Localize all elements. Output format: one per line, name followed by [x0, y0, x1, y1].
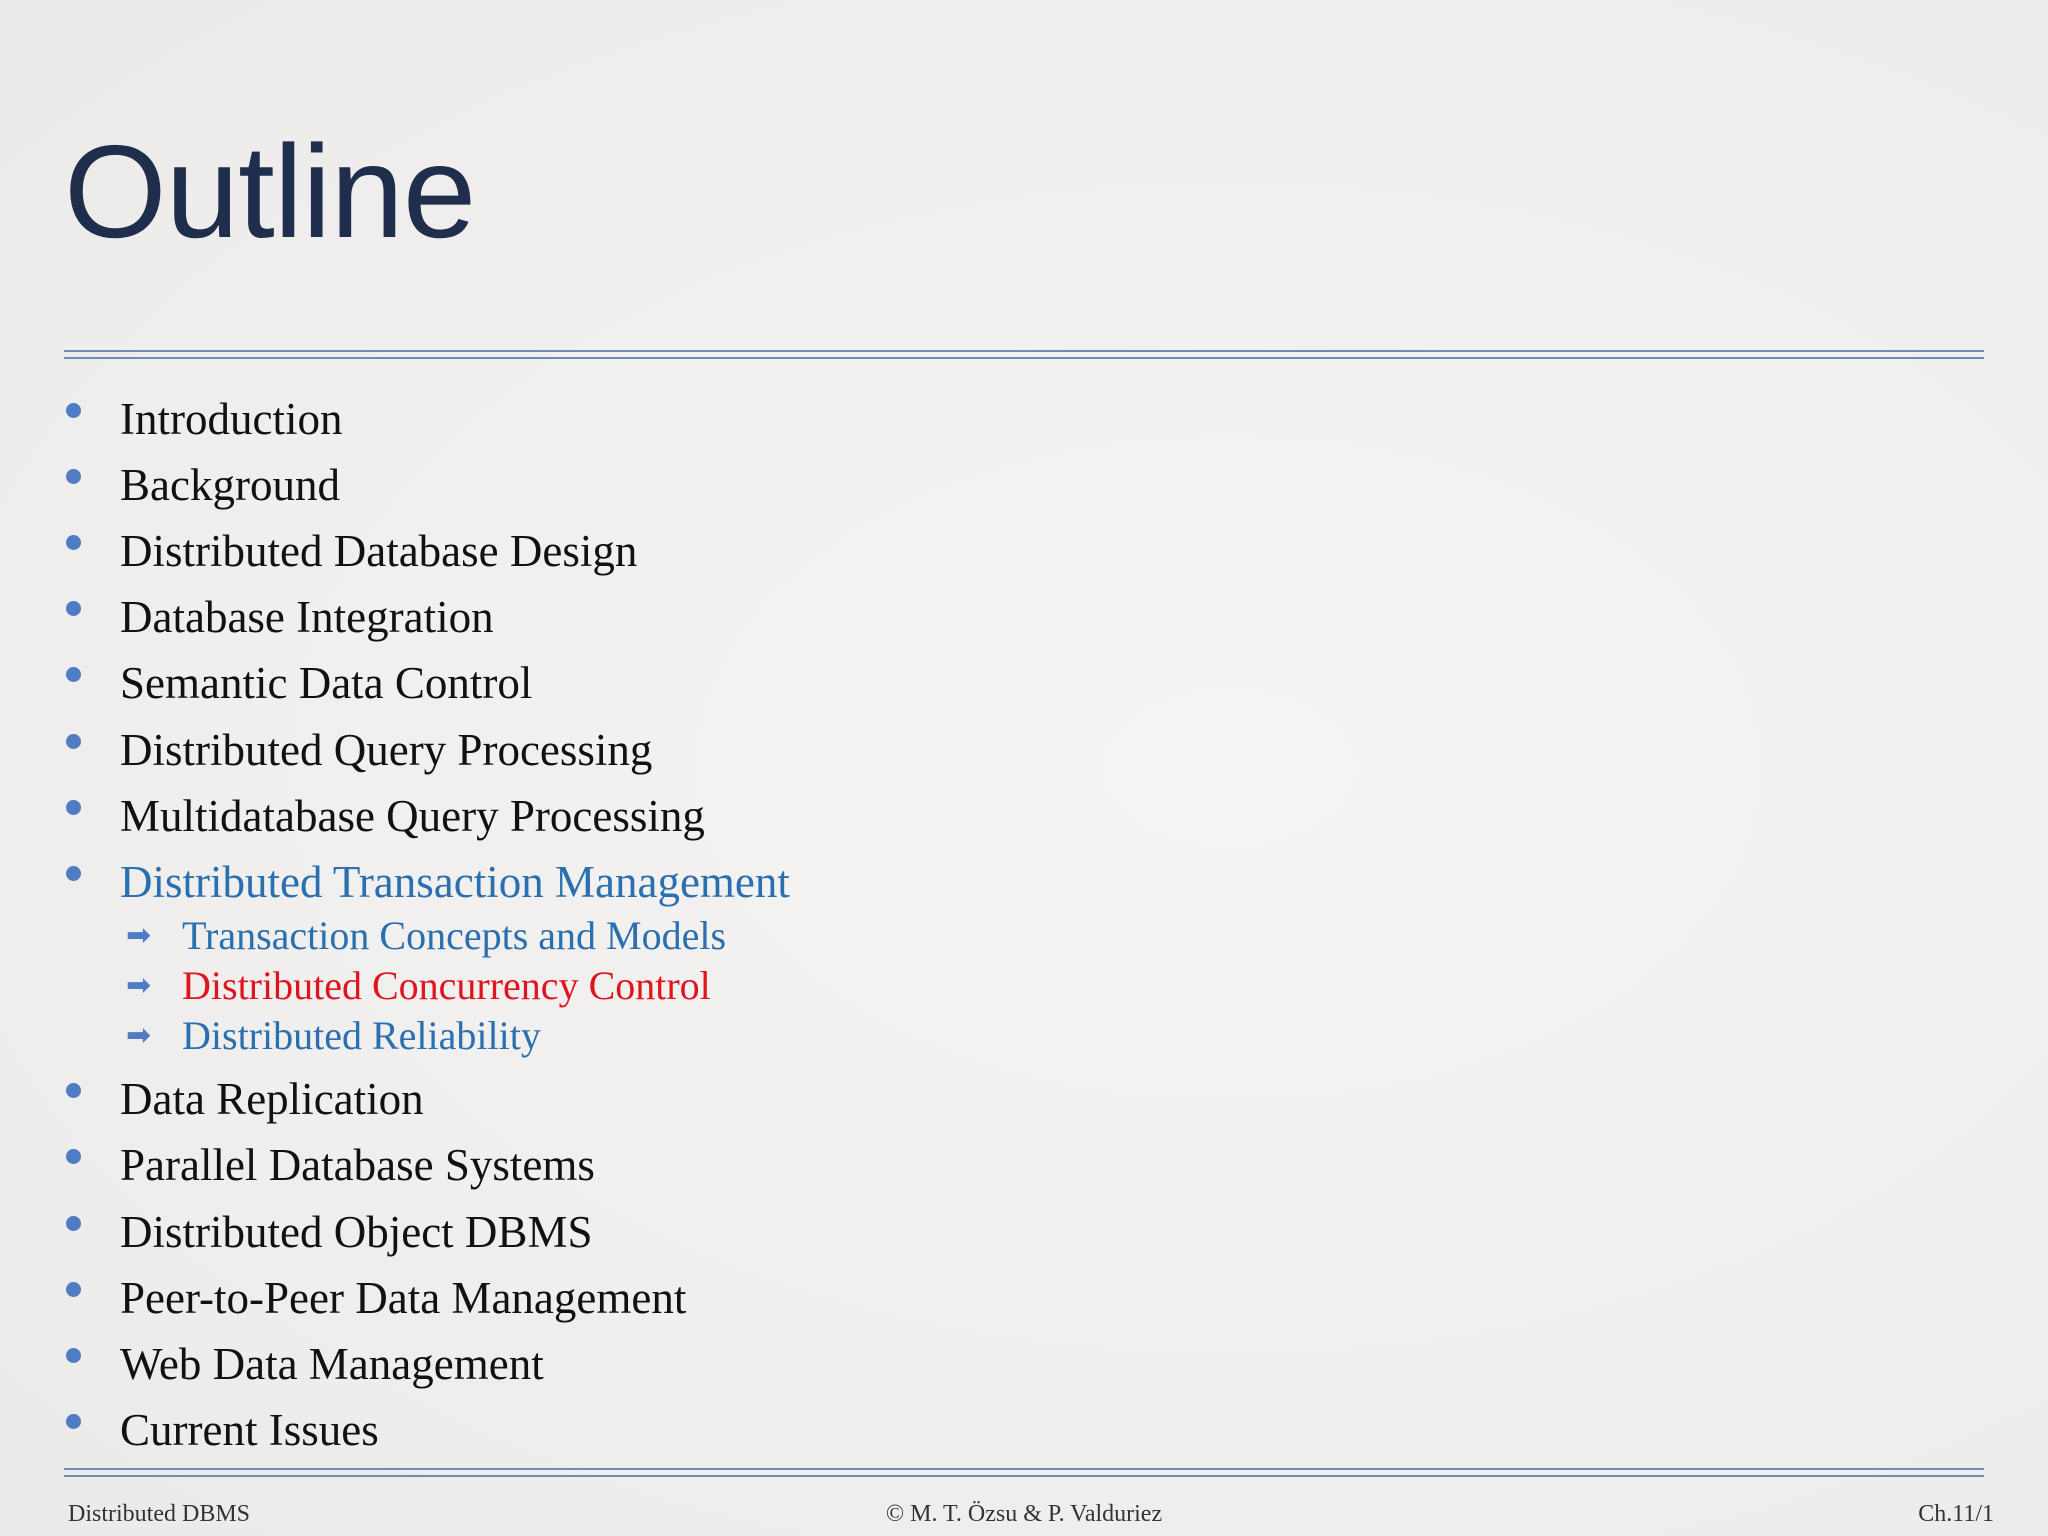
outline-item-label: Data Replication: [120, 1074, 424, 1124]
bullet-icon: [66, 469, 81, 484]
arrow-bullet-icon: ➡: [126, 968, 152, 1003]
outline-item-label: Peer-to-Peer Data Management: [120, 1273, 687, 1323]
slide-title: Outline: [64, 118, 476, 265]
bullet-icon: [66, 1216, 81, 1231]
outline-item-label: Distributed Query Processing: [120, 725, 653, 775]
outline-subitem-label: Transaction Concepts and Models: [182, 913, 727, 958]
footer-copyright: © M. T. Özsu & P. Valduriez: [885, 1501, 1163, 1527]
arrow-bullet-icon: ➡: [126, 918, 152, 953]
bullet-icon: [66, 1282, 81, 1297]
outline-item-label: Distributed Database Design: [120, 526, 638, 576]
bullet-icon: [66, 1414, 81, 1429]
outline-item-label: Introduction: [120, 394, 343, 444]
outline-subitem-label: Distributed Concurrency Control: [182, 963, 711, 1008]
bullet-icon: [66, 734, 81, 749]
bullet-icon: [66, 1149, 81, 1164]
outline-item-label: Web Data Management: [120, 1339, 544, 1389]
outline-item-label: Distributed Transaction Management: [120, 857, 790, 907]
footer-slide-number: Ch.11/1: [1918, 1501, 1994, 1527]
bullet-icon: [66, 800, 81, 815]
arrow-bullet-icon: ➡: [126, 1018, 152, 1053]
outline-item-label: Parallel Database Systems: [120, 1140, 595, 1190]
outline-item-label: Distributed Object DBMS: [120, 1207, 593, 1257]
footer-course-title: Distributed DBMS: [68, 1501, 251, 1527]
bullet-icon: [66, 403, 81, 418]
outline-item-label: Current Issues: [120, 1405, 379, 1455]
bullet-icon: [66, 866, 81, 881]
bullet-icon: [66, 1083, 81, 1098]
outline-item-label: Database Integration: [120, 592, 494, 642]
footer-divider: [64, 1468, 1984, 1478]
outline-item-label: Semantic Data Control: [120, 658, 533, 708]
outline-item-label: Multidatabase Query Processing: [120, 791, 705, 841]
bullet-icon: [66, 601, 81, 616]
bullet-icon: [66, 667, 81, 682]
bullet-icon: [66, 1348, 81, 1363]
bullet-icon: [66, 535, 81, 550]
outline-item-label: Background: [120, 460, 340, 510]
outline-subitem-label: Distributed Reliability: [182, 1013, 541, 1058]
